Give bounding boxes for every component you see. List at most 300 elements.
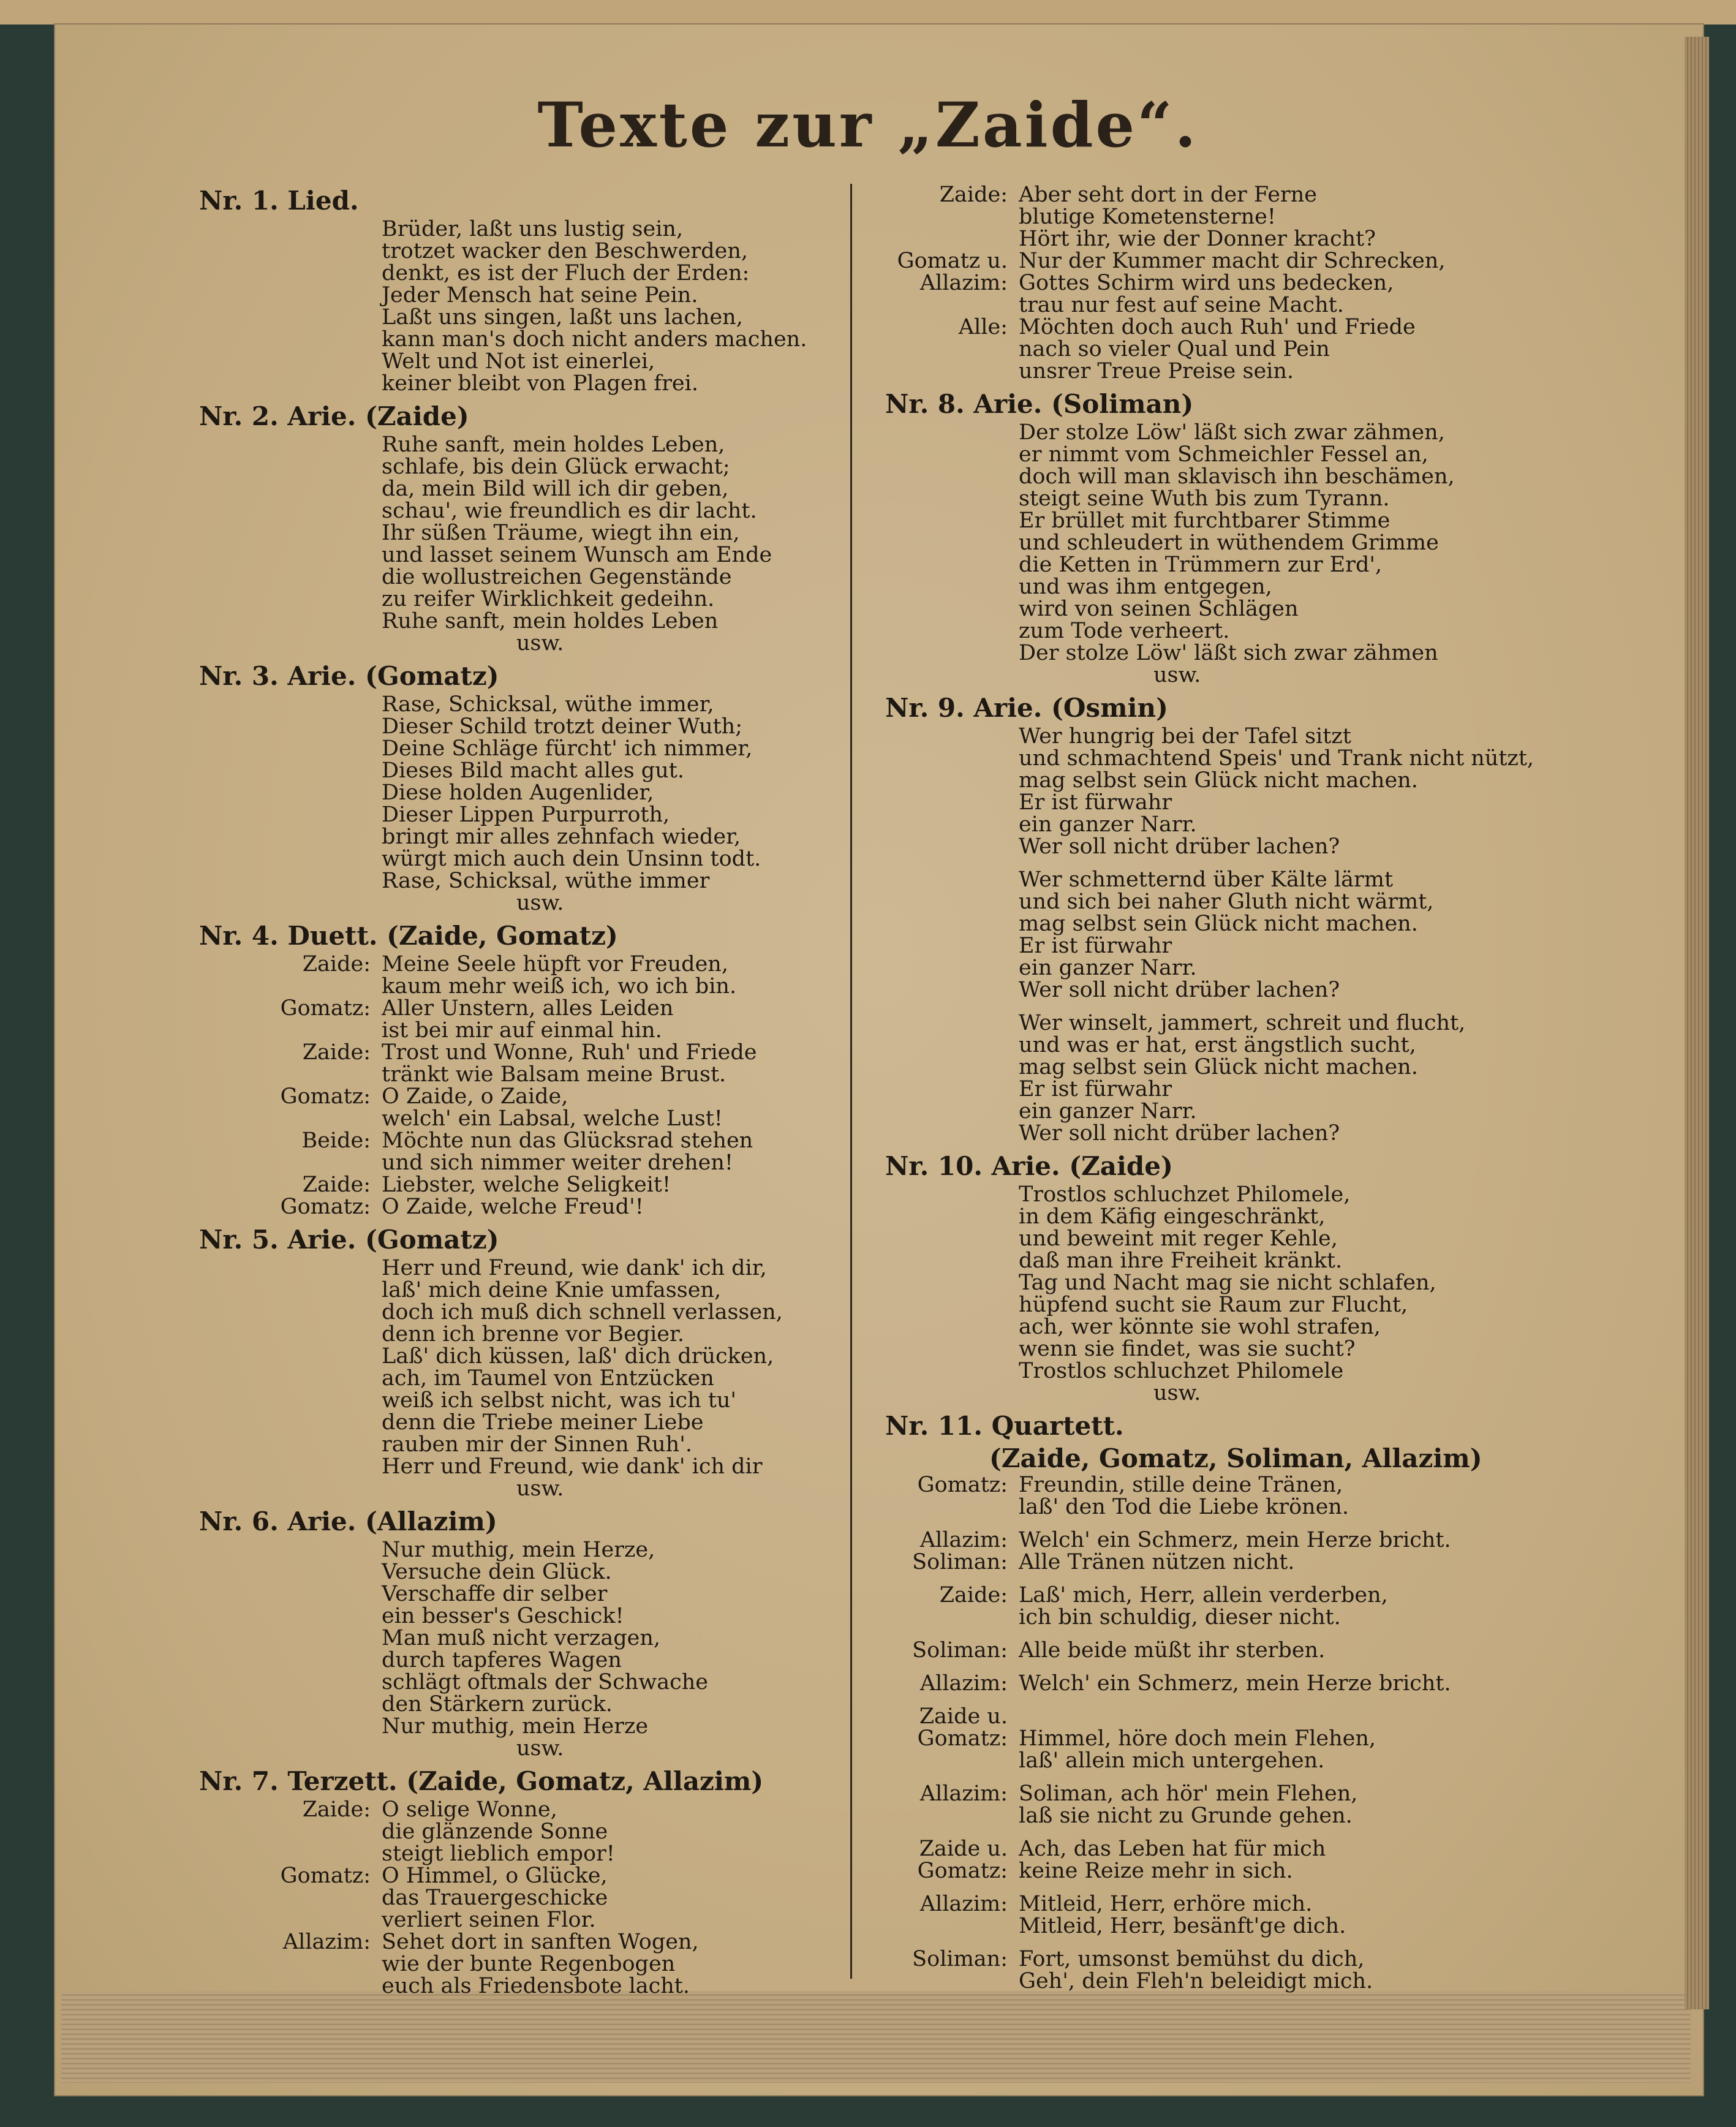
verse-line: ein ganzer Narr.	[1019, 812, 1197, 837]
verse-line: laß' den Tod die Liebe krönen.	[1019, 1495, 1349, 1519]
verse-row	[199, 892, 830, 914]
verse-line: Laß' mich, Herr, allein verderben,	[1019, 1583, 1388, 1608]
verse-row	[199, 826, 830, 848]
verse-line: O selige Wonne,	[382, 1797, 557, 1822]
verse-row	[199, 1887, 830, 1909]
speaker-label	[885, 510, 1019, 532]
verse-row	[199, 997, 830, 1019]
speaker-label: Gomatz u.	[897, 249, 1008, 273]
speaker-label: Zaide u.	[919, 1837, 1008, 1861]
verse-line: Möchten doch auch Ruh' und Friede	[1019, 315, 1416, 339]
verse-line: Tag und Nacht mag sie nicht schlafen,	[1019, 1271, 1436, 1295]
verse-row	[885, 1860, 1547, 1882]
speaker-label: Gomatz:	[280, 996, 371, 1021]
speaker-label	[885, 935, 1019, 957]
verse-row	[199, 1821, 830, 1843]
speaker-label	[199, 1434, 382, 1456]
verse-line: euch als Friedensbote lacht.	[382, 1974, 690, 1998]
verse-row	[885, 1078, 1547, 1100]
verse-row	[199, 953, 830, 975]
verse-line: Freundin, stille deine Tränen,	[1019, 1473, 1343, 1497]
verse-line: keiner bleibt von Plagen frei.	[382, 371, 698, 396]
verse-row	[885, 316, 1547, 338]
verse-line: usw.	[516, 631, 564, 655]
verse-line: Soliman, ach hör' mein Flehen,	[1019, 1781, 1358, 1806]
verse-row	[199, 1627, 830, 1649]
verse-row	[885, 1672, 1547, 1694]
verse-line: laß sie nicht zu Grunde gehen.	[1019, 1804, 1353, 1828]
verse-line: daß man ihre Freiheit kränkt.	[1019, 1249, 1343, 1273]
verse-line: bringt mir alles zehnfach wieder,	[382, 825, 741, 849]
verse-row	[885, 206, 1547, 228]
verse-row	[885, 725, 1547, 747]
speaker-label: Allazim:	[919, 1892, 1008, 1916]
verse-row	[885, 444, 1547, 466]
verse-row	[885, 642, 1547, 664]
verse-row	[885, 272, 1547, 294]
verse-row	[199, 632, 830, 654]
speaker-label	[885, 891, 1019, 913]
verse-line: Aller Unstern, alles Leiden	[382, 996, 674, 1021]
verse-line: Der stolze Löw' läßt sich zwar zähmen,	[1019, 420, 1445, 445]
song-section	[885, 1149, 1547, 1404]
verse-line: die Ketten in Trümmern zur Erd',	[1019, 553, 1383, 577]
verse-row	[885, 294, 1547, 316]
verse-row	[885, 891, 1547, 913]
speaker-label	[885, 791, 1019, 814]
verse-row	[885, 1012, 1547, 1034]
speaker-label	[885, 1294, 1019, 1316]
speaker-label	[885, 1606, 1019, 1628]
song-section	[199, 399, 830, 654]
speaker-label	[199, 262, 382, 284]
verse-row	[885, 1584, 1547, 1606]
speaker-label	[199, 870, 382, 892]
verse-line: schlafe, bis dein Glück erwacht;	[382, 455, 730, 479]
verse-line: schlägt oftmals der Schwache	[382, 1670, 708, 1694]
verse-line: trau nur fest auf seine Macht.	[1019, 293, 1344, 317]
section-title: Nr. 8. Arie. (Soliman)	[885, 389, 1194, 419]
verse-row	[885, 913, 1547, 935]
verse-row	[199, 434, 830, 456]
speaker-label: Zaide:	[302, 1173, 371, 1197]
verse-line: durch tapferes Wagen	[382, 1648, 622, 1672]
verse-row	[199, 1323, 830, 1345]
left-column	[199, 184, 830, 2002]
verse-row	[199, 1953, 830, 1975]
speaker-label	[199, 500, 382, 522]
verse-row	[885, 1496, 1547, 1518]
verse-line: Rase, Schicksal, wüthe immer,	[382, 692, 714, 717]
verse-line: hüpfend sucht sie Raum zur Flucht,	[1019, 1293, 1408, 1317]
verse-line: Laßt uns singen, laßt uns lachen,	[382, 305, 743, 330]
speaker-label	[199, 1064, 382, 1086]
verse-line: in dem Käfig eingeschränkt,	[1019, 1204, 1326, 1229]
right-column	[885, 184, 1547, 1997]
verse-line: das Trauergeschicke	[382, 1886, 608, 1910]
verse-line: denn ich brenne vor Begier.	[382, 1322, 685, 1347]
verse-line: schau', wie freundlich es dir lacht.	[382, 499, 757, 523]
speaker-label	[885, 1056, 1019, 1078]
speaker-label	[885, 913, 1019, 935]
verse-row	[199, 1539, 830, 1561]
verse-row	[199, 1064, 830, 1086]
verse-line: ach, im Taumel von Entzücken	[382, 1366, 714, 1391]
verse-line: und lasset seinem Wunsch am Ende	[382, 543, 772, 567]
section-subtitle: (Zaide, Gomatz, Soliman, Allazim)	[989, 1443, 1482, 1473]
speaker-label	[885, 598, 1019, 620]
speaker-label: Soliman:	[912, 1947, 1008, 1971]
verse-line: zu reifer Wirklichkeit gedeihn.	[382, 587, 715, 611]
verse-row	[885, 1948, 1547, 1970]
speaker-label: Allazim:	[919, 1671, 1008, 1696]
column-divider	[850, 184, 852, 1979]
verse-line: steigt lieblich empor!	[382, 1842, 615, 1866]
verse-row	[885, 1034, 1547, 1056]
verse-line: Ruhe sanft, mein holdes Leben,	[382, 433, 725, 457]
verse-row	[885, 664, 1547, 686]
verse-line: weiß ich selbst nicht, was ich tu'	[382, 1388, 737, 1413]
speaker-label	[199, 306, 382, 328]
speaker-label	[199, 848, 382, 870]
speaker-label	[199, 1323, 382, 1345]
verse-row	[199, 1865, 830, 1887]
speaker-label	[199, 1737, 382, 1759]
song-section	[199, 1764, 830, 1997]
speaker-label	[885, 664, 1019, 686]
verse-line: O Zaide, welche Freud'!	[382, 1195, 644, 1219]
speaker-label	[199, 1456, 382, 1478]
verse-line: Meine Seele hüpft vor Freuden,	[382, 952, 728, 977]
verse-line: wie der bunte Regenbogen	[382, 1952, 676, 1976]
verse-line: Rase, Schicksal, wüthe immer	[382, 869, 710, 893]
speaker-label	[199, 1975, 382, 1997]
speaker-label	[885, 1382, 1019, 1404]
verse-line: ist bei mir auf einmal hin.	[382, 1018, 662, 1043]
verse-line: usw.	[516, 1476, 564, 1501]
speaker-label: Zaide u.	[919, 1704, 1008, 1729]
verse-row	[885, 1639, 1547, 1661]
verse-line: Dieser Schild trotzt deiner Wuth;	[382, 714, 743, 739]
verse-line: Verschaffe dir selber	[382, 1582, 608, 1606]
speaker-label: Allazim:	[919, 271, 1008, 295]
verse-row	[199, 1345, 830, 1367]
verse-row	[199, 1737, 830, 1759]
speaker-label	[199, 434, 382, 456]
verse-row	[199, 782, 830, 804]
speaker-label	[199, 760, 382, 782]
verse-line: Er ist fürwahr	[1019, 934, 1172, 958]
verse-row	[885, 228, 1547, 250]
verse-line: kaum mehr weiß ich, wo ich bin.	[382, 974, 737, 999]
verse-row	[199, 1019, 830, 1041]
verse-row	[199, 262, 830, 284]
speaker-label: Alle:	[958, 315, 1008, 339]
verse-line: ein ganzer Narr.	[1019, 956, 1197, 980]
speaker-label	[885, 1078, 1019, 1100]
speaker-label	[199, 372, 382, 395]
verse-line: Wer soll nicht drüber lachen?	[1019, 978, 1340, 1002]
speaker-label	[885, 1100, 1019, 1122]
song-section	[199, 1505, 830, 1759]
speaker-label: Allazim:	[919, 1528, 1008, 1552]
speaker-label	[885, 1338, 1019, 1360]
speaker-label	[199, 1367, 382, 1389]
verse-row	[885, 1360, 1547, 1382]
verse-line: blutige Kometensterne!	[1019, 205, 1276, 229]
speaker-label: Soliman:	[912, 1638, 1008, 1663]
speaker-label	[199, 892, 382, 914]
verse-row	[885, 620, 1547, 642]
verse-row	[885, 1100, 1547, 1122]
section-title: Nr. 6. Arie. (Allazim)	[199, 1506, 497, 1536]
verse-row	[885, 1529, 1547, 1551]
verse-line: usw.	[1153, 1381, 1201, 1405]
section-title: Nr. 5. Arie. (Gomatz)	[199, 1225, 499, 1255]
verse-row	[885, 466, 1547, 488]
speaker-label	[199, 1152, 382, 1174]
verse-row	[199, 1086, 830, 1108]
speaker-label	[885, 1805, 1019, 1827]
verse-line: O Himmel, o Glücke,	[382, 1864, 608, 1888]
speaker-label	[199, 804, 382, 826]
verse-line: kann man's doch nicht anders machen.	[382, 327, 807, 352]
verse-line: Wer soll nicht drüber lachen?	[1019, 834, 1340, 859]
verse-line: wird von seinen Schlägen	[1019, 597, 1299, 621]
verse-line: Welt und Not ist einerlei,	[382, 349, 655, 374]
verse-line: Hört ihr, wie der Donner kracht?	[1019, 227, 1376, 251]
speaker-label: Zaide:	[939, 1583, 1008, 1608]
verse-line: und schmachtend Speis' und Trank nicht nützt,	[1019, 746, 1534, 771]
verse-row	[199, 1799, 830, 1821]
speaker-label	[885, 444, 1019, 466]
verse-row	[885, 598, 1547, 620]
speaker-label	[885, 532, 1019, 554]
verse-line: trotzet wacker den Beschwerden,	[382, 239, 748, 263]
speaker-label	[885, 1184, 1019, 1206]
speaker-label	[199, 1671, 382, 1693]
verse-line: mag selbst sein Glück nicht machen.	[1019, 768, 1418, 793]
song-section	[885, 184, 1547, 382]
speaker-label: Gomatz:	[280, 1084, 371, 1109]
verse-row	[885, 1206, 1547, 1228]
verse-row	[885, 1056, 1547, 1078]
section-title: Nr. 9. Arie. (Osmin)	[885, 693, 1168, 723]
verse-row	[885, 1606, 1547, 1628]
verse-row	[199, 610, 830, 632]
section-title: Nr. 7. Terzett. (Zaide, Gomatz, Allazim)	[199, 1766, 764, 1796]
speaker-label: Zaide:	[302, 1040, 371, 1065]
verse-row	[885, 338, 1547, 360]
speaker-label: Zaide:	[939, 183, 1008, 207]
verse-row	[199, 544, 830, 566]
verse-line: doch will man sklavisch ihn beschämen,	[1019, 464, 1455, 489]
verse-row	[885, 1272, 1547, 1294]
verse-line: verliert seinen Flor.	[382, 1908, 596, 1932]
verse-line: und beweint mit reger Kehle,	[1019, 1226, 1338, 1251]
verse-line: Fort, umsonst bemühst du dich,	[1019, 1947, 1365, 1971]
verse-line: usw.	[1153, 663, 1201, 687]
verse-row	[199, 1671, 830, 1693]
speaker-label: Zaide:	[302, 1797, 371, 1822]
verse-row	[199, 1583, 830, 1605]
song-section	[885, 387, 1547, 686]
verse-row	[199, 1279, 830, 1301]
verse-row	[885, 1551, 1547, 1573]
speaker-label	[199, 328, 382, 350]
verse-line: Er ist fürwahr	[1019, 1077, 1172, 1101]
verse-row	[199, 1478, 830, 1500]
speaker-label	[199, 1909, 382, 1931]
speaker-label	[885, 1915, 1019, 1937]
verse-line: Diese holden Augenlider,	[382, 780, 654, 805]
speaker-label	[199, 693, 382, 716]
verse-line: ach, wer könnte sie wohl strafen,	[1019, 1315, 1381, 1339]
speaker-label	[199, 1649, 382, 1671]
verse-line: die glänzende Sonne	[382, 1819, 608, 1844]
verse-line: doch ich muß dich schnell verlassen,	[382, 1300, 783, 1324]
speaker-label: Zaide:	[302, 952, 371, 977]
speaker-label	[885, 747, 1019, 769]
verse-line: Alle beide müßt ihr sterben.	[1019, 1638, 1326, 1663]
verse-row	[199, 1130, 830, 1152]
verse-row	[199, 1715, 830, 1737]
speaker-label	[885, 554, 1019, 576]
verse-row	[199, 1367, 830, 1389]
verse-line: wenn sie findet, was sie sucht?	[1019, 1337, 1356, 1361]
verse-line: Herr und Freund, wie dank' ich dir	[382, 1454, 763, 1479]
song-section	[199, 919, 830, 1218]
song-section	[199, 1223, 830, 1500]
speaker-label	[885, 1360, 1019, 1382]
verse-row	[199, 1931, 830, 1953]
verse-row	[885, 1915, 1547, 1937]
verse-line: rauben mir der Sinnen Ruh'.	[382, 1432, 692, 1457]
speaker-label	[199, 1583, 382, 1605]
verse-row	[199, 738, 830, 760]
verse-row	[885, 1783, 1547, 1805]
speaker-label	[199, 1389, 382, 1411]
verse-row	[199, 588, 830, 610]
speaker-label	[199, 588, 382, 610]
verse-line: Deine Schläge fürcht' ich nimmer,	[382, 736, 753, 761]
verse-line: Wer hungrig bei der Tafel sitzt	[1019, 724, 1351, 749]
verse-row	[199, 1196, 830, 1218]
speaker-label: Gomatz:	[917, 1859, 1008, 1883]
verse-row	[199, 306, 830, 328]
verse-row	[885, 1970, 1547, 1992]
verse-line: zum Tode verheert.	[1019, 619, 1230, 643]
verse-line: Dieses Bild macht alles gut.	[382, 758, 684, 783]
speaker-label	[885, 338, 1019, 360]
verse-line: usw.	[516, 891, 564, 915]
verse-row	[199, 1649, 830, 1671]
verse-line: und sich nimmer weiter drehen!	[382, 1150, 733, 1175]
verse-line: Sehet dort in sanften Wogen,	[382, 1930, 699, 1954]
verse-row	[885, 1382, 1547, 1404]
verse-row	[885, 747, 1547, 769]
verse-row	[199, 456, 830, 478]
verse-line: Nur muthig, mein Herze,	[382, 1538, 655, 1562]
verse-line: usw.	[516, 1736, 564, 1761]
verse-line: und schleudert in wüthendem Grimme	[1019, 531, 1439, 555]
verse-row	[885, 250, 1547, 272]
verse-row	[199, 1257, 830, 1279]
song-section	[885, 691, 1547, 1144]
speaker-label	[199, 1108, 382, 1130]
verse-line: Trost und Wonne, Ruh' und Friede	[382, 1040, 757, 1065]
verse-row	[885, 1474, 1547, 1496]
speaker-label	[199, 632, 382, 654]
speaker-label	[885, 576, 1019, 598]
speaker-label	[199, 478, 382, 500]
verse-row	[199, 1605, 830, 1627]
verse-line: Er ist fürwahr	[1019, 790, 1172, 815]
verse-line: Trostlos schluchzet Philomele	[1019, 1359, 1344, 1383]
speaker-label	[199, 1821, 382, 1843]
verse-row	[885, 836, 1547, 858]
verse-row	[199, 1108, 830, 1130]
speaker-label	[199, 1715, 382, 1737]
verse-row	[199, 1411, 830, 1434]
verse-line: unsrer Treue Preise sein.	[1019, 359, 1294, 383]
speaker-label: Beide:	[301, 1128, 371, 1153]
speaker-label	[885, 1750, 1019, 1772]
verse-row	[885, 957, 1547, 979]
verse-row	[199, 1909, 830, 1931]
verse-row	[199, 1456, 830, 1478]
verse-row	[199, 284, 830, 306]
verse-line: Trostlos schluchzet Philomele,	[1019, 1182, 1351, 1207]
speaker-label	[199, 284, 382, 306]
speaker-label	[885, 1034, 1019, 1056]
verse-row	[199, 1174, 830, 1196]
verse-row	[885, 791, 1547, 814]
verse-line: ich bin schuldig, dieser nicht.	[1019, 1605, 1341, 1630]
speaker-label	[199, 1953, 382, 1975]
speaker-label	[199, 610, 382, 632]
verse-line: Versuche dein Glück.	[382, 1560, 612, 1584]
verse-row	[199, 566, 830, 588]
verse-row	[885, 360, 1547, 382]
verse-line: Aber seht dort in der Ferne	[1019, 183, 1317, 207]
verse-line: Gottes Schirm wird uns bedecken,	[1019, 271, 1394, 295]
section-title: Nr. 4. Duett. (Zaide, Gomatz)	[199, 921, 618, 951]
speaker-label	[199, 1561, 382, 1583]
speaker-label	[885, 725, 1019, 747]
speaker-label	[199, 240, 382, 262]
verse-row	[199, 478, 830, 500]
verse-line: Möchte nun das Glücksrad stehen	[382, 1128, 753, 1153]
verse-line: Ach, das Leben hat für mich	[1019, 1837, 1326, 1861]
verse-line: Man muß nicht verzagen,	[382, 1626, 660, 1650]
speaker-label	[199, 522, 382, 544]
speaker-label	[199, 1345, 382, 1367]
speaker-label: Gomatz:	[917, 1473, 1008, 1497]
verse-row	[885, 1294, 1547, 1316]
speaker-label	[199, 1693, 382, 1715]
verse-line: Jeder Mensch hat seine Pein.	[382, 283, 698, 308]
verse-line: Wer schmetternd über Kälte lärmt	[1019, 867, 1394, 892]
verse-row	[885, 769, 1547, 791]
verse-line: Welch' ein Schmerz, mein Herze bricht.	[1019, 1528, 1451, 1552]
speaker-label: Gomatz:	[917, 1726, 1008, 1751]
verse-row	[199, 1301, 830, 1323]
section-title: Nr. 2. Arie. (Zaide)	[199, 401, 469, 431]
page-top-band	[0, 0, 1736, 25]
verse-line: Wer soll nicht drüber lachen?	[1019, 1121, 1340, 1146]
verse-line: laß' allein mich untergehen.	[1019, 1748, 1325, 1773]
